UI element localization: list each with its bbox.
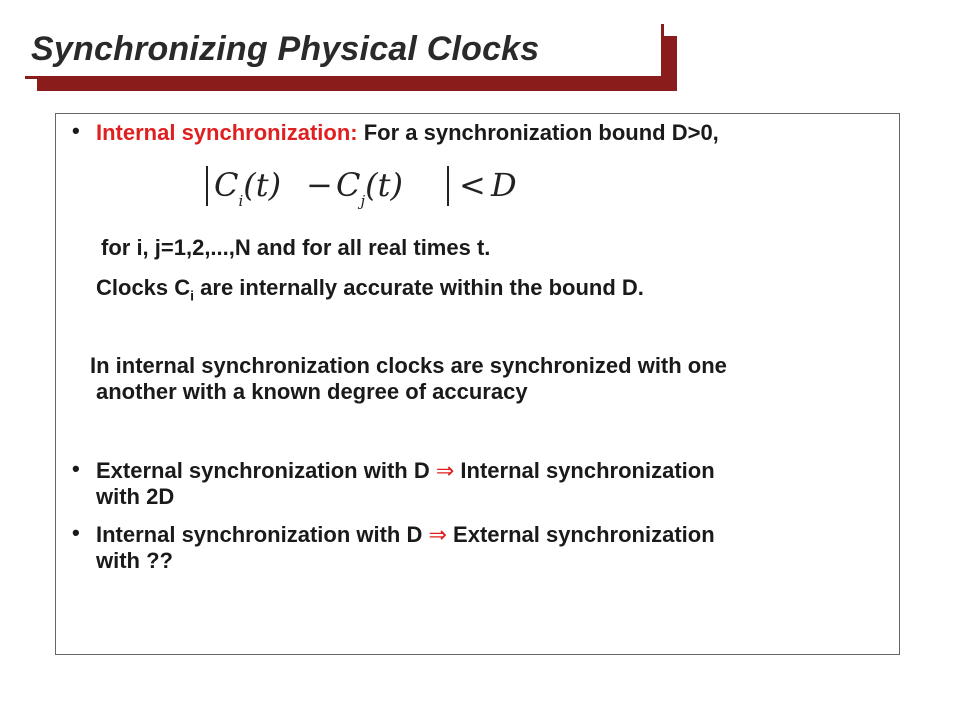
bullet-dot: • [72,118,80,143]
eq-minus: − [306,166,333,204]
bullet-internal-sync-2-cont: with ?? [96,548,173,573]
para-line-1: In internal synchronization clocks are synchronized with one [90,353,727,378]
index-line: for i, j=1,2,...,N and for all real times t. [101,235,491,260]
bullet-dot: • [72,456,80,481]
implies-icon: ⇒ [435,458,455,483]
para-line-2: another with a known degree of accuracy [96,379,528,404]
content-box [55,113,900,655]
bullet-internal-sync [96,120,719,146]
page-title: Synchronizing Physical Clocks [31,30,540,68]
eq-ci: $C_i(t)$ [214,166,282,211]
bullet-dot: • [72,520,80,545]
eq-d: D [491,166,517,204]
implies-icon: ⇒ [428,522,447,547]
abs-bar-right [447,166,449,206]
eq-lt: < [459,166,486,204]
bullet-internal-sync-2: Internal synchronization with D ⇒ External synchronization [96,522,715,547]
title-area [25,24,664,79]
eq-cj: $C_j(t)$ [336,166,403,211]
title-box [25,24,664,79]
bullet-external-sync-cont: with 2D [96,484,175,509]
bullet-label-rest: For a synchronization bound D>0, [357,120,719,145]
bullet-label-red: Internal synchronization: [96,120,358,145]
bullet-external-sync: External synchronization with D ⇒ Internal synchronization [96,458,715,483]
equation [206,166,536,212]
abs-bar-left [206,166,208,206]
clocks-line: Clocks $C_i$ are internally accurate within the bound D. [96,275,644,304]
